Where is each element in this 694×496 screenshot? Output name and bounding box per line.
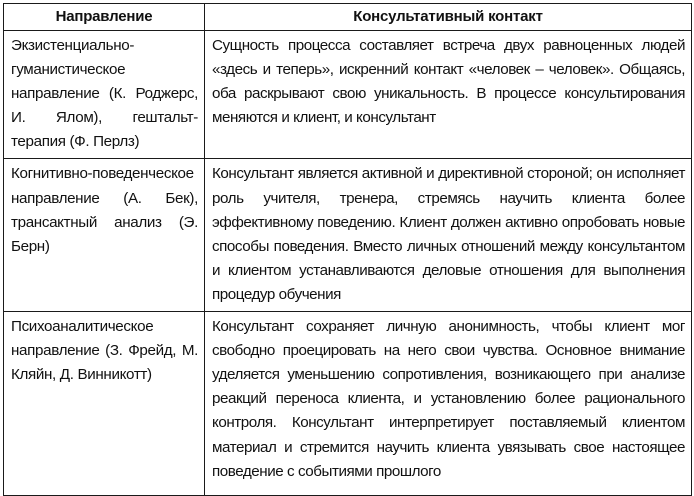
contact-cell: Сущность процесса составляет встреча двух равноценных людей «здесь и теперь», искренний контакт «человек – человек». Общаясь, оба раскрывают свою уникальность. В процессе консультирования меняются и клиент, и консультант	[205, 31, 692, 159]
direction-cell: Психоаналитическое направление (З. Фрейд, М. Кляйн, Д. Винникотт)	[4, 312, 205, 496]
table-row	[4, 31, 692, 159]
contact-cell: Консультант является активной и директивной стороной; он исполняет роль учителя, тренера, стремясь научить клиента более эффективному поведению. Клиент должен активно опробовать новые способы поведения. Вместо личных отношений между консультантом и клиентом устанавливаются деловые отношения для выполнения процедур обучения	[205, 159, 692, 312]
table-row	[4, 159, 692, 312]
direction-cell: Когнитивно-поведенческое направление (А. Бек), трансактный анализ (Э. Берн)	[4, 159, 205, 312]
counseling-contact-table	[3, 3, 692, 496]
column-header-direction: Направление	[4, 4, 205, 31]
contact-cell: Консультант сохраняет личную анонимность, чтобы клиент мог свободно проецировать на него свои чувства. Основное внимание уделяется уменьшению сопротивления, возникающего при анализе реакций переноса клиента, и установлению более рационального контроля. Консультант интерпретирует поставляемый клиентом материал и стремится научить клиента увязывать свое настоящее поведение с событиями прошлого	[205, 312, 692, 496]
direction-cell: Экзистенциально-гуманистическое направление (К. Роджерс, И. Ялом), гештальт-терапия (Ф. Перлз)	[4, 31, 205, 159]
table-row	[4, 312, 692, 496]
table-header-row	[4, 4, 692, 31]
column-header-contact: Консультативный контакт	[205, 4, 692, 31]
